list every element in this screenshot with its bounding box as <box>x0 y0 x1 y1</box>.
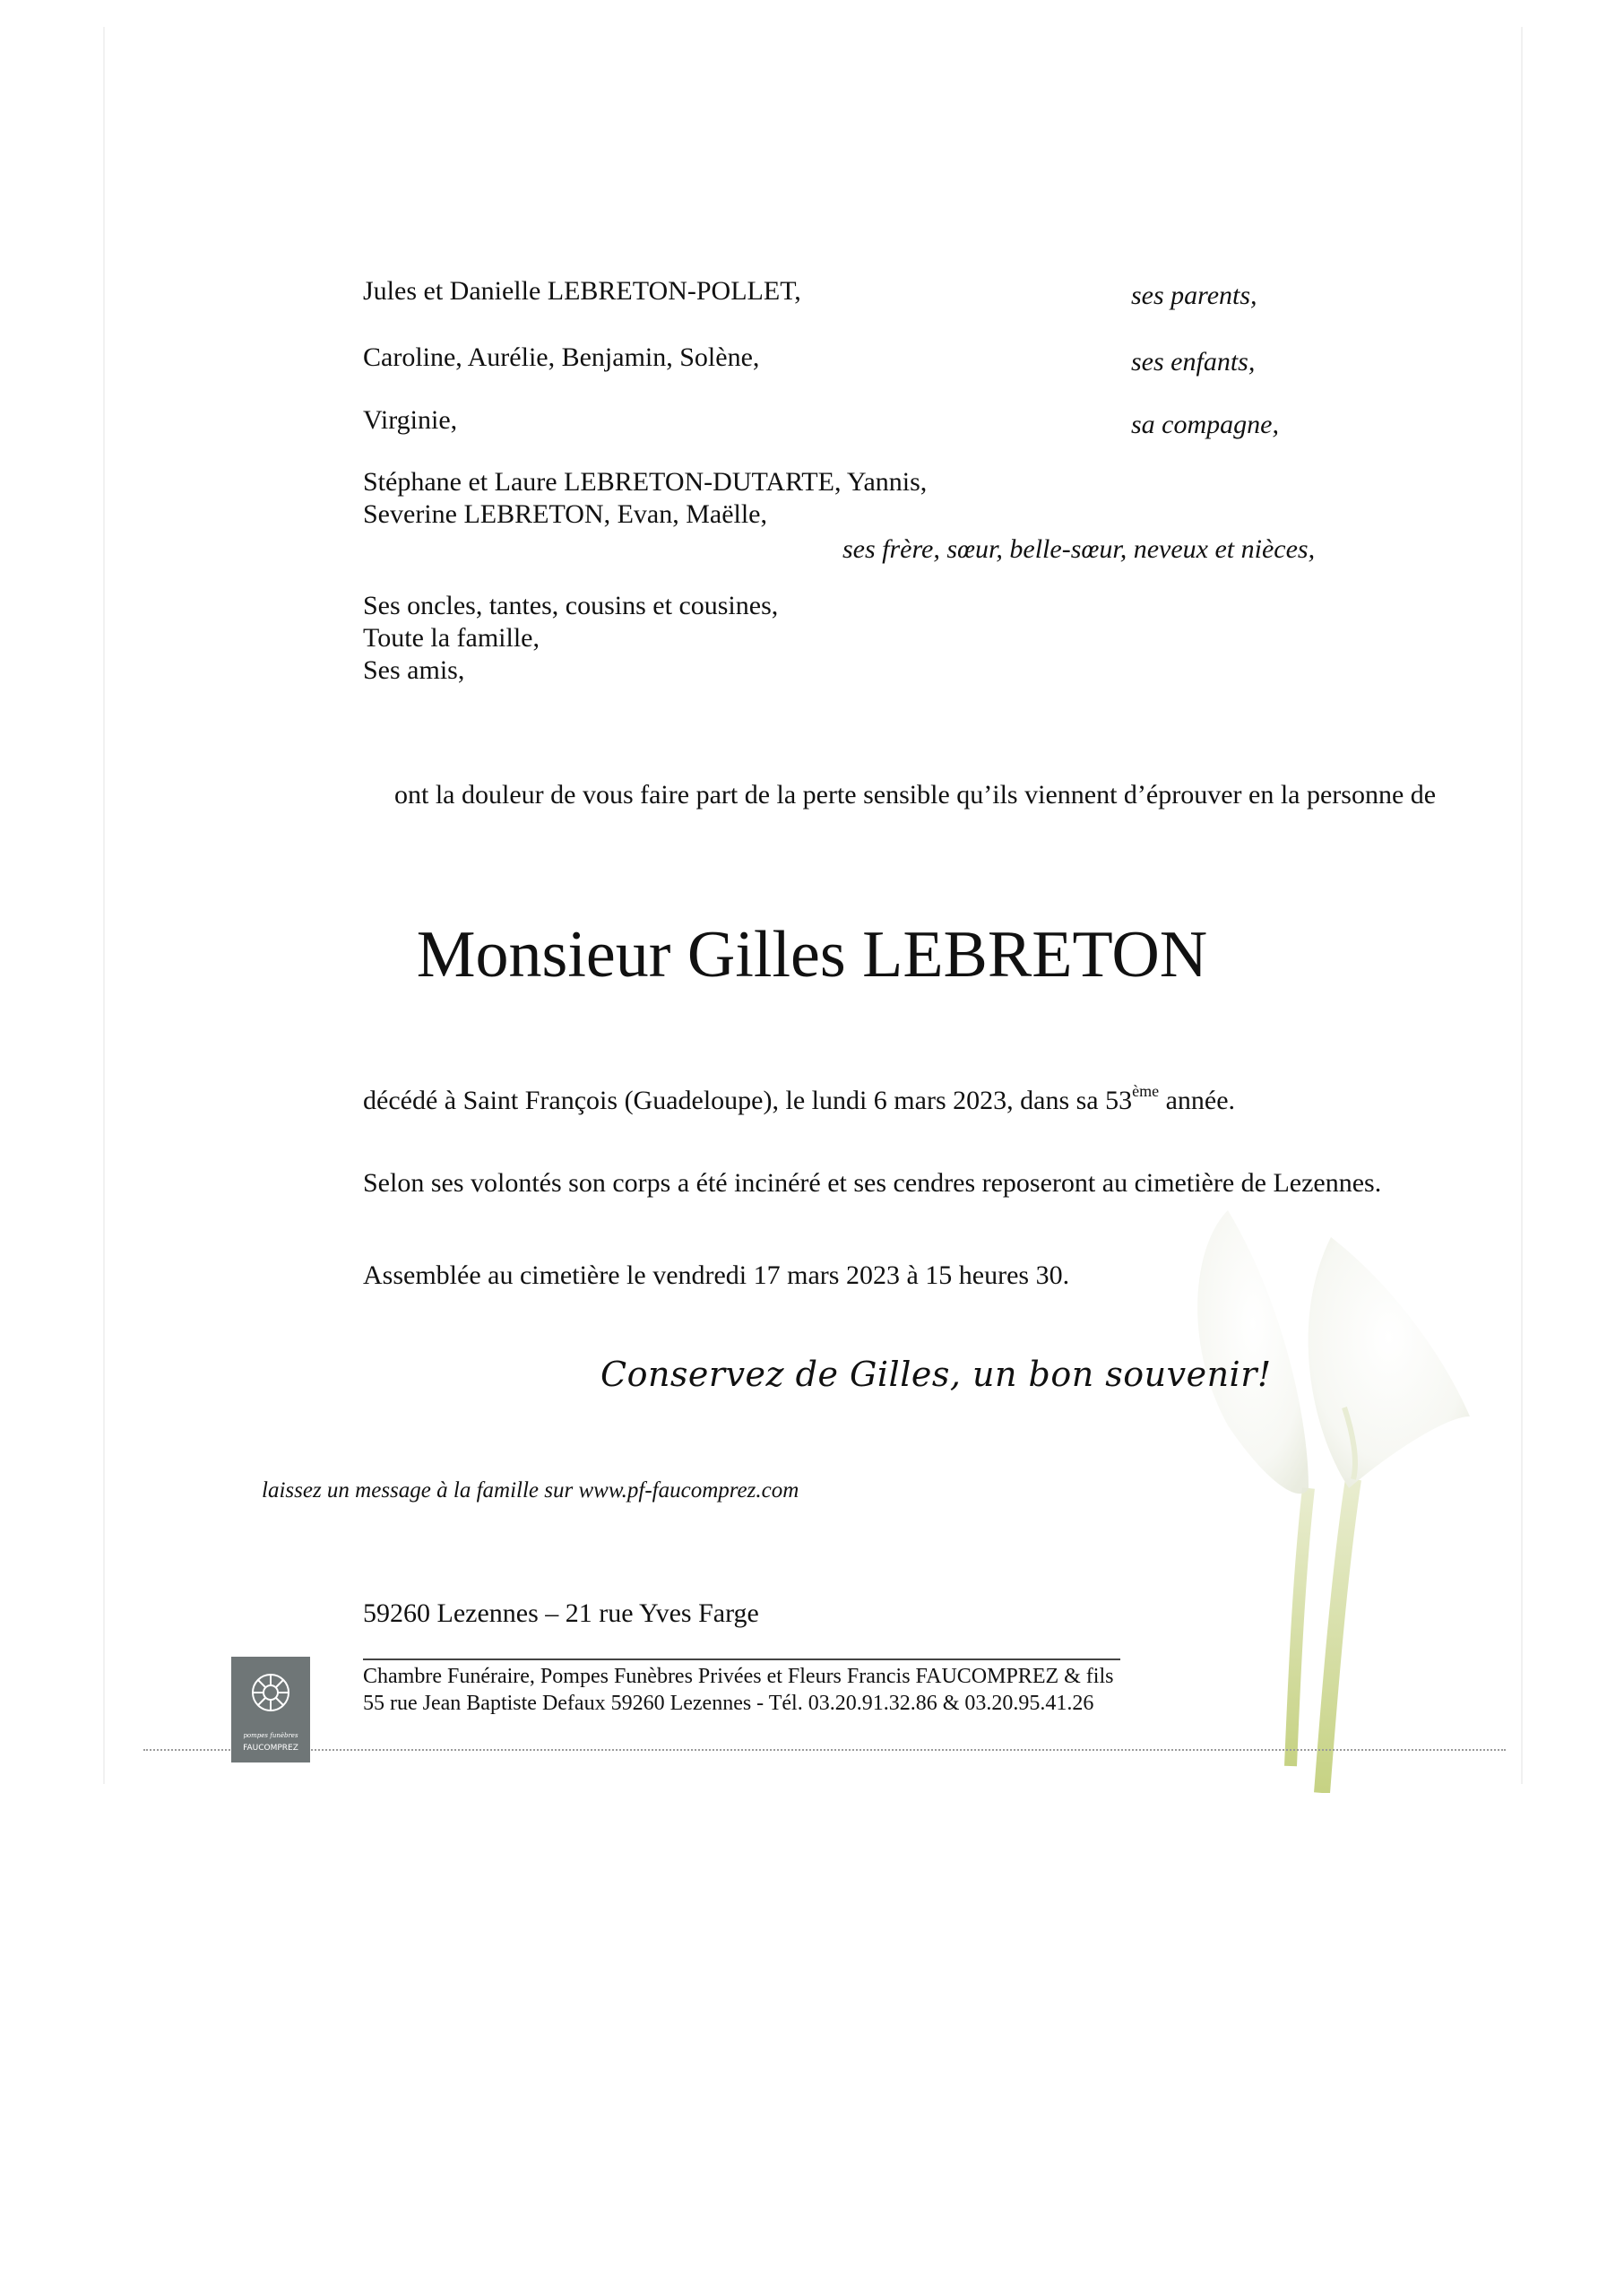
cremation-text: Selon ses volontés son corps a été incinéré et ses cendres reposeront au cimetière de Lezennes. <box>363 1168 1382 1198</box>
children-role: ses enfants, <box>1131 347 1256 377</box>
footer-address: 59260 Lezennes – 21 rue Yves Farge <box>363 1598 759 1628</box>
logo-tagline: pompes funèbres <box>243 1732 298 1739</box>
siblings-line-2: Severine LEBRETON, Evan, Maëlle, <box>363 499 767 529</box>
extended-family-line-3: Ses amis, <box>363 655 465 685</box>
partner-name: Virginie, <box>363 405 458 435</box>
message-prompt: laissez un message à la famille sur www.pf-faucomprez.com <box>262 1478 799 1503</box>
siblings-line-1: Stéphane et Laure LEBRETON-DUTARTE, Yannis, <box>363 467 928 497</box>
company-line-1: Chambre Funéraire, Pompes Funèbres Privées et Fleurs Francis FAUCOMPREZ & fils <box>363 1665 1114 1688</box>
page-left-edge <box>103 27 105 1784</box>
death-details <box>363 1075 1235 1117</box>
gathering-text: Assemblée au cimetière le vendredi 17 mars 2023 à 15 heures 30. <box>363 1260 1070 1290</box>
death-text-after: année. <box>1159 1086 1236 1115</box>
footer-rule <box>363 1658 1120 1660</box>
logo-brand: FAUCOMPREZ <box>243 1744 298 1753</box>
calla-lily-illustration <box>1174 1192 1497 1793</box>
parents-role: ses parents, <box>1131 281 1257 310</box>
children-names: Caroline, Aurélie, Benjamin, Solène, <box>363 342 760 372</box>
announcement-text: ont la douleur de vous faire part de la perte sensible qu’ils viennent d’éprouver en la personne de <box>394 780 1437 810</box>
deceased-name: Monsieur Gilles LEBRETON <box>416 918 1208 992</box>
company-line-2: 55 rue Jean Baptiste Defaux 59260 Lezennes - Tél. 03.20.91.32.86 & 03.20.95.41.26 <box>363 1692 1094 1715</box>
faucomprez-logo <box>231 1657 310 1762</box>
bottom-dotted-rule <box>143 1749 1506 1751</box>
siblings-role: ses frère, sœur, belle-sœur, neveux et nièces, <box>842 534 1316 564</box>
extended-family-line-2: Toute la famille, <box>363 623 540 653</box>
partner-role: sa compagne, <box>1131 410 1279 439</box>
extended-family-line-1: Ses oncles, tantes, cousins et cousines, <box>363 591 779 620</box>
death-text-before: décédé à Saint François (Guadeloupe), le lundi 6 mars 2023, dans sa 53 <box>363 1086 1133 1115</box>
page-right-edge <box>1521 27 1523 1784</box>
flower-logo-icon <box>231 1657 310 1762</box>
death-superscript: ème <box>1132 1082 1160 1100</box>
parents-names: Jules et Danielle LEBRETON-POLLET, <box>363 276 801 306</box>
closing-script: Conservez de Gilles, un bon souvenir! <box>600 1355 1272 1394</box>
